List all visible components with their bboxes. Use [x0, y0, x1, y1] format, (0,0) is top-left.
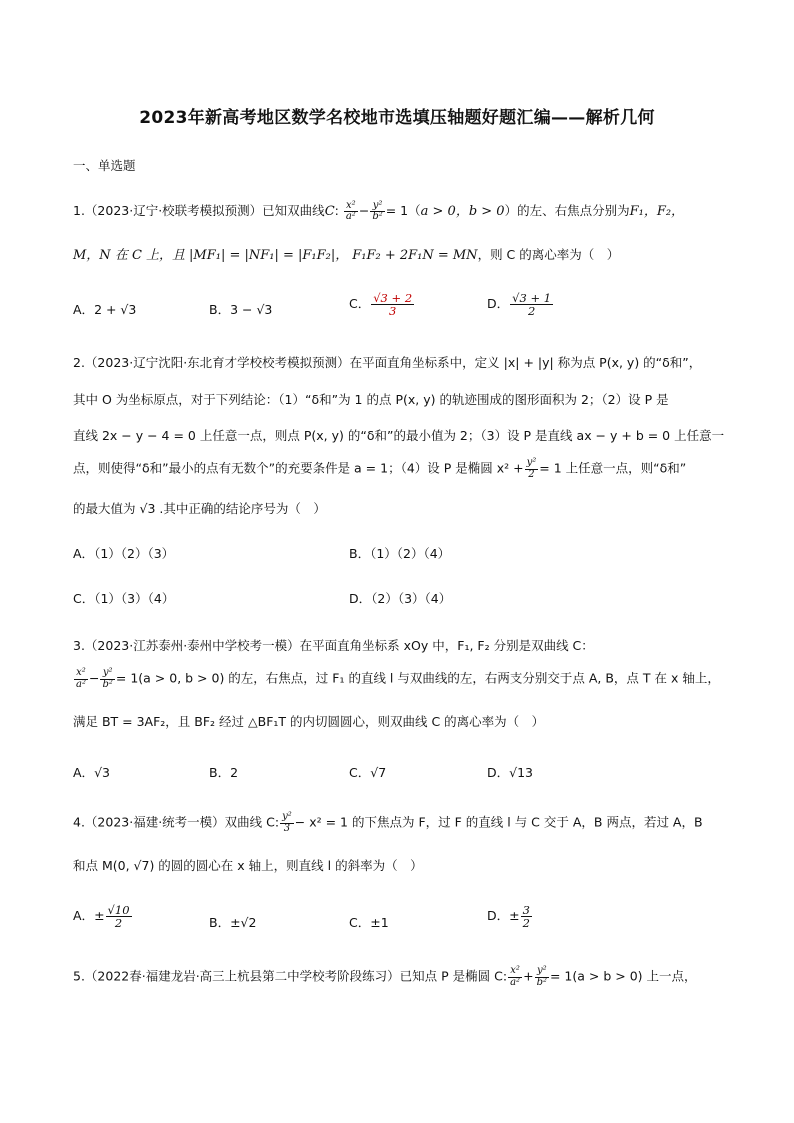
q1-frac-y — [370, 201, 384, 223]
q1-colon: : — [334, 203, 339, 218]
q4-option-d-label: D． — [487, 908, 510, 924]
q4-option-a[interactable] — [73, 904, 133, 929]
q3-line-1: 3.（2023·江苏泰州·泰州中学校考一模）在平面直角坐标系 xOy 中，F₁, F₂ 分别是双曲线 C： — [73, 638, 594, 653]
q4-option-b-label: B． — [209, 915, 231, 930]
q4-option-c-label: C． — [349, 915, 371, 930]
q2-option-c-text: （1）（3）（4） — [94, 591, 175, 606]
q2-option-a-label: A． — [73, 546, 95, 561]
q1-option-c-den: 3 — [389, 304, 397, 319]
q1-line-1 — [73, 200, 684, 223]
q4-option-a-den: 2 — [114, 916, 123, 931]
q1-option-a-text: 2 + √3 — [94, 302, 137, 317]
q1-option-d[interactable] — [487, 292, 554, 317]
q1-option-c-frac — [371, 292, 414, 317]
q4-option-a-label: A． — [73, 908, 95, 924]
q1-source: 1.（2023·辽宁·校联考模拟预测）已知双曲线 — [73, 203, 325, 218]
section-heading: 一、单选题 — [73, 158, 136, 173]
q4-option-c[interactable] — [349, 913, 389, 931]
q3-frac-y — [100, 668, 114, 690]
q3-option-c[interactable] — [349, 763, 386, 781]
q1-option-a[interactable] — [73, 300, 136, 318]
q1-option-a-label: A． — [73, 302, 95, 317]
q5-line1-pre: 5.（2022春·福建龙岩·高三上杭县第二中学校考阶段练习）已知点 P 是椭圆 C: — [73, 968, 508, 984]
q1-option-c-label: C． — [349, 296, 371, 312]
q2-line-4 — [73, 458, 686, 480]
q1-abs-condition: |MF₁| = |NF₁| = |F₁F₂|， — [189, 248, 349, 263]
q1-curve-name: C — [324, 204, 335, 219]
q4-line1-post: − x² = 1 的下焦点为 F，过 F 的直线 l 与 C 交于 A，B 两点，若过 A，B — [294, 814, 703, 830]
q3-frac-x-den: a² — [76, 678, 86, 690]
q2-option-d[interactable] — [349, 589, 451, 607]
q2-option-b-label: B． — [349, 546, 371, 561]
q4-frac — [280, 812, 294, 834]
q4-option-a-frac — [106, 904, 132, 929]
q4-frac-num: y² — [282, 811, 292, 822]
q2-line-2: 其中 O 为坐标原点，对于下列结论：（1）“δ和”为 1 的点 P(x, y) 的轨迹围成的图形面积为 2；（2）设 P 是 — [73, 392, 669, 407]
q3-frac-y-den: b² — [102, 678, 113, 690]
q4-option-d-sign: ± — [509, 908, 520, 924]
q1-frac-x-num: x² — [344, 201, 358, 213]
q1-text-foci: ）的左、右焦点分别为 — [504, 203, 630, 218]
q1-option-b[interactable] — [209, 300, 272, 318]
q2-line-5: 的最大值为 √3 .其中正确的结论序号为（ ） — [73, 501, 326, 516]
q1-option-d-num: √3 + 1 — [512, 291, 552, 305]
q3-frac-x — [74, 668, 88, 690]
q2-option-c-label: C． — [73, 591, 95, 606]
q4-option-a-num: √10 — [107, 903, 130, 917]
q2-ellipse-num: y² — [526, 457, 537, 468]
q4-line1-pre: 4.（2023·福建·统考一模）双曲线 C: — [73, 814, 280, 830]
q4-line-2: 和点 M(0, √7) 的圆的圆心在 x 轴上，则直线 l 的斜率为（ ） — [73, 858, 423, 873]
q4-option-d-den: 2 — [522, 916, 530, 931]
q1-eq: = 1（ — [385, 203, 421, 218]
q3-frac-x-num: x² — [74, 668, 88, 680]
q5-frac-x-den: a² — [510, 976, 521, 988]
q3-option-c-text: √7 — [370, 765, 387, 780]
q1-line2-pre: M，N 在 C 上，且 — [73, 248, 186, 263]
q2-ellipse-den: 2 — [528, 468, 535, 480]
q4-option-d-frac — [521, 904, 532, 929]
q4-option-c-text: ±1 — [370, 915, 389, 930]
q3-line-2 — [73, 668, 720, 690]
q4-option-d-num: 3 — [522, 903, 530, 917]
q1-option-b-label: B． — [209, 302, 231, 317]
q3-option-d-text: √13 — [509, 765, 534, 780]
q1-frac-x — [344, 201, 358, 223]
q3-frac-y-num: y² — [100, 668, 114, 680]
q1-line-2 — [73, 244, 619, 263]
q3-option-b-text: 2 — [230, 765, 239, 780]
q4-option-b-text: ±√2 — [230, 915, 257, 930]
q2-line-3: 直线 2x − y − 4 = 0 上任意一点，则点 P(x, y) 的“δ和”的最小值为 2；（3）设 P 是直线 ax − y + b = 0 上任意一 — [73, 428, 725, 443]
q2-ellipse-frac — [525, 458, 539, 480]
q1-option-c[interactable] — [349, 292, 415, 317]
q2-option-d-label: D． — [349, 591, 372, 606]
q3-option-b-label: B． — [209, 765, 231, 780]
q3-option-d-label: D． — [487, 765, 510, 780]
q3-minus: − — [88, 670, 100, 686]
q1-option-d-den: 2 — [527, 304, 536, 319]
q2-option-d-text: （2）（3）（4） — [371, 591, 452, 606]
q4-option-a-sign: ± — [94, 908, 105, 924]
q1-minus: − — [358, 203, 370, 218]
q2-line4-post: = 1 上任意一点，则“δ和” — [539, 460, 687, 476]
document-title: 2023年新高考地区数学名校地市选填压轴题好题汇编——解析几何 — [139, 108, 655, 128]
q3-line2-text: = 1(a > 0, b > 0) 的左，右焦点，过 F₁ 的直线 l 与双曲线的左，右两支分别交于点 A, B，点 T 在 x 轴上， — [115, 670, 720, 686]
q5-frac-y — [535, 966, 549, 988]
q4-option-d[interactable] — [487, 904, 533, 929]
q2-option-a-text: （1）（2）（3） — [94, 546, 175, 561]
q1-option-d-label: D． — [487, 296, 510, 312]
q3-option-d[interactable] — [487, 763, 533, 781]
q1-frac-x-den: a² — [345, 211, 356, 222]
q5-line-1 — [73, 966, 697, 988]
q1-foci: F₁，F₂， — [629, 204, 685, 219]
q3-option-a[interactable] — [73, 763, 110, 781]
q5-frac-x-num: x² — [508, 966, 522, 978]
q1-frac-y-num: y² — [370, 201, 384, 213]
q1-question: ，则 C 的离心率为（ ） — [477, 247, 620, 262]
q3-option-a-label: A． — [73, 765, 95, 780]
q1-option-d-frac — [510, 292, 553, 317]
q3-line-3: 满足 BT = 3AF₂，且 BF₂ 经过 △BF₁T 的内切圆圆心，则双曲线 C 的离心率为（ ） — [73, 714, 545, 729]
q1-option-c-num: √3 + 2 — [373, 291, 413, 305]
q1-option-b-text: 3 − √3 — [230, 302, 273, 317]
q2-option-b[interactable] — [349, 544, 450, 562]
q1-condition: a > 0，b > 0 — [420, 204, 505, 219]
q4-line-1 — [73, 812, 703, 834]
q2-option-c[interactable] — [73, 589, 174, 607]
q5-line1-post: = 1(a > b > 0) 上一点， — [549, 968, 697, 984]
q3-option-b[interactable] — [209, 763, 238, 781]
q1-frac-y-den: b² — [372, 211, 383, 222]
q5-plus: + — [523, 968, 534, 984]
q4-option-b[interactable] — [209, 913, 256, 931]
q3-option-c-label: C． — [349, 765, 371, 780]
q4-frac-den: 3 — [283, 822, 291, 834]
q3-option-a-text: √3 — [94, 765, 110, 780]
q5-frac-y-den: b² — [536, 976, 547, 988]
q1-vector-condition: F₁F₂ + 2F₁N = MN — [352, 248, 478, 263]
q2-option-a[interactable] — [73, 544, 174, 562]
q2-line-1: 2.（2023·辽宁沈阳·东北育才学校校考模拟预测）在平面直角坐标系中，定义 |x| + |y| 称为点 P(x, y) 的“δ和”， — [73, 355, 702, 370]
q2-line4-pre: 点，则使得“δ和”最小的点有无数个”的充要条件是 a = 1；（4）设 P 是椭圆 x² + — [73, 460, 524, 476]
q2-option-b-text: （1）（2）（4） — [370, 546, 451, 561]
q5-frac-x — [508, 966, 522, 988]
q5-frac-y-num: y² — [535, 966, 549, 978]
